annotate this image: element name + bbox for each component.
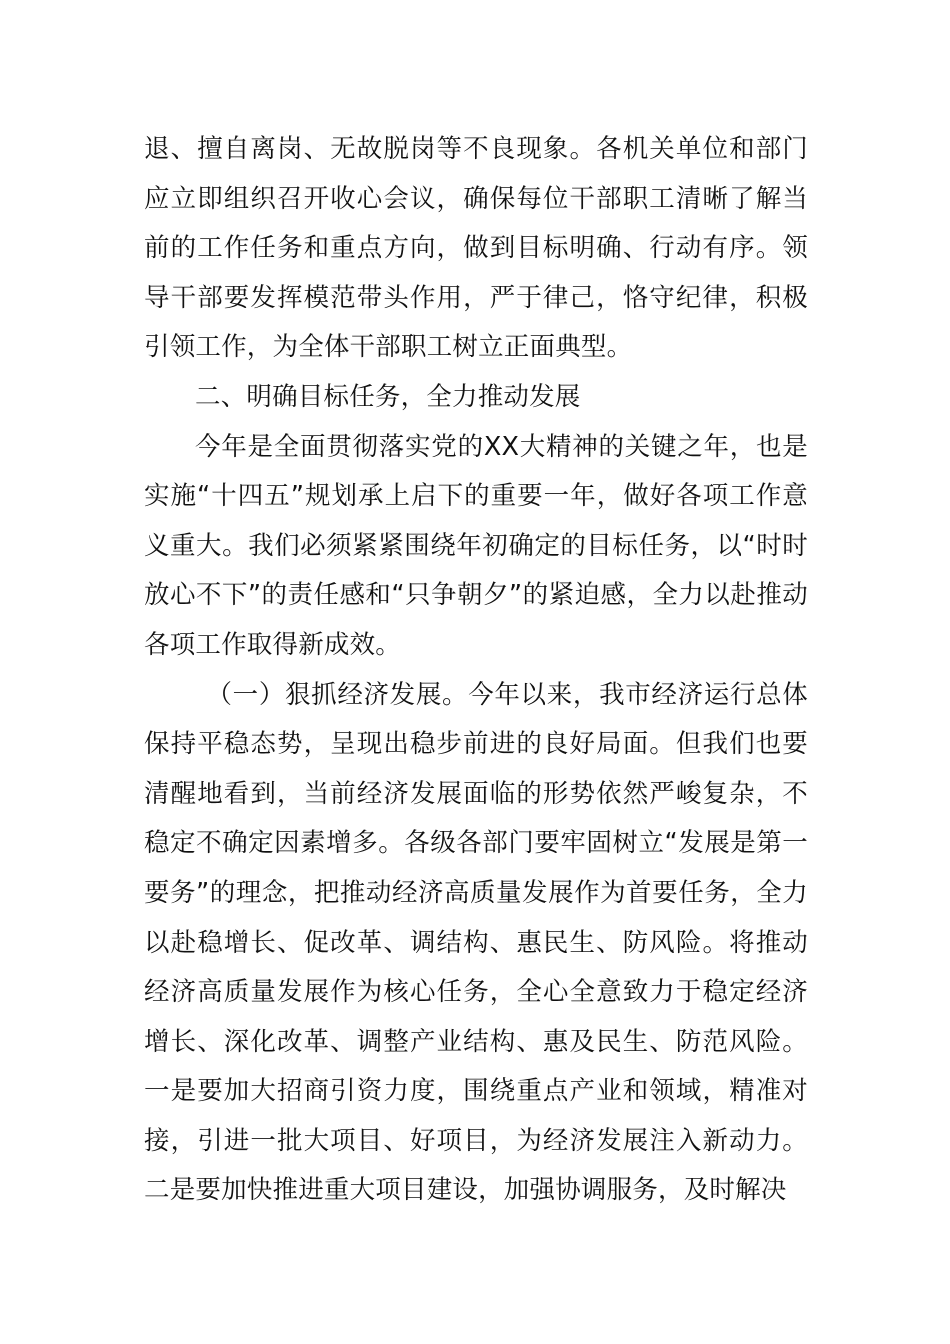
section-heading: 二、明确目标任务，全力推动发展	[195, 381, 581, 412]
paragraph-subsection: （一）狠抓经济发展。今年以来，我市经济运行总体保持平稳态势，呈现出稳步前进的良好局面。但我们也要清醒地看到，当前经济发展面临的形势依然严峻复杂，不稳定不确定因素增多。各级各部门要牢固树立“发展是第一要务”的理念，把推动经济高质量发展作为首要任务，全力以赴稳增长、促改革、调结构、惠民生、防风险。将推动经济高质量发展作为核心任务，全心全意致力于稳定经济增长、深化改革、调整产业结构、惠及民生、防范风险。一是要加大招商引资力度，围绕重点产业和领域，精准对接，引进一批大项目、好项目，为经济发展注入新动力。二是要加快推进重大项目建设，加强协调服务，及时解决	[144, 679, 808, 1206]
paragraph-body: 今年是全面贯彻落实党的XX大精神的关键之年，也是实施“十四五”规划承上启下的重要一年，做好各项工作意义重大。我们必须紧紧围绕年初确定的目标任务，以“时时放心不下”的责任感和“只争朝夕”的紧迫感，全力以赴推动各项工作取得新成效。	[144, 431, 808, 660]
paragraph-continuation: 退、擅自离岗、无故脱岗等不良现象。各机关单位和部门应立即组织召开收心会议，确保每位干部职工清晰了解当前的工作任务和重点方向，做到目标明确、行动有序。领导干部要发挥模范带头作用，严于律己，恪守纪律，积极引领工作，为全体干部职工树立正面典型。	[144, 134, 808, 363]
document-body	[144, 125, 808, 1216]
